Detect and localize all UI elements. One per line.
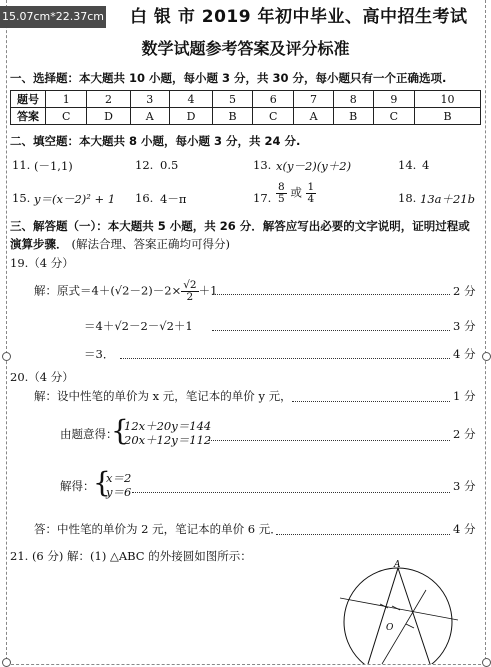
equation: y＝6: [106, 485, 132, 499]
table-cell: 5: [213, 91, 253, 108]
table-cell: 4: [169, 91, 212, 108]
fill-answer-fraction: [276, 182, 316, 205]
q20-label: 20.（4 分）: [10, 370, 74, 384]
exam-title: 白 银 市 2019 年初中毕业、高中招生考试: [130, 7, 468, 27]
section3-title: 三、解答题（一）：本大题共 5 小题，共 26 分．解答应写出必要的文字说明，证明过程或: [10, 219, 470, 233]
table-cell: 6: [253, 91, 294, 108]
table-cell: 1: [46, 91, 87, 108]
section3-title-cont: [10, 236, 230, 252]
or-text: 或: [290, 185, 302, 200]
q19-line3: ＝3．: [84, 347, 115, 361]
score-label: 3 分: [453, 319, 476, 333]
size-badge: 15.07cm*22.37cm: [0, 6, 106, 28]
fill-answer: 13a＋21b: [420, 192, 475, 206]
triangle-side: [368, 568, 398, 664]
item-number: 16.: [135, 191, 154, 205]
leader-dots: [292, 401, 450, 402]
item-number: 13.: [253, 158, 272, 172]
score-label: 4 分: [453, 522, 476, 536]
leader-dots: [120, 358, 450, 359]
fill-answer: 4－π: [160, 192, 187, 206]
table-cell: 3: [130, 91, 169, 108]
leader-dots: [132, 492, 450, 493]
q19-label: 19.（4 分）: [10, 256, 74, 270]
center-label-o: O: [386, 623, 394, 633]
resize-handle-right[interactable]: [482, 352, 491, 361]
item-number: 17.: [253, 191, 272, 205]
table-cell: A: [130, 108, 169, 125]
vertex-label-a: A: [394, 560, 401, 570]
fill-answer: y＝(x－2)² + 1: [34, 192, 116, 206]
brace: {: [93, 466, 111, 499]
table-cell: B: [333, 108, 373, 125]
page-title: 数学试题参考答案及评分标准: [141, 39, 350, 58]
resize-handle-left[interactable]: [2, 352, 11, 361]
table-cell: 8: [333, 91, 373, 108]
score-label: 2 分: [453, 284, 476, 298]
table-cell: C: [46, 108, 87, 125]
row-label-number: 题号: [11, 91, 46, 108]
q19-line1: [34, 280, 217, 303]
fraction: $\frac{1}{4}$: [307, 181, 315, 205]
score-label: 2 分: [453, 427, 476, 441]
fraction: $\frac{8}{5}$: [278, 181, 285, 205]
table-cell: D: [87, 108, 130, 125]
fill-answer: 0.5: [160, 158, 179, 172]
item-number: 12.: [135, 158, 154, 172]
table-cell: 9: [373, 91, 414, 108]
arc-mark: [406, 624, 414, 628]
item-number: 11.: [12, 158, 31, 172]
section3-note: (解法合理、答案正确均可得分): [71, 237, 230, 251]
brace: {: [111, 414, 129, 447]
perpendicular-bisector: [340, 598, 458, 620]
leader-dots: [212, 330, 450, 331]
table-row: [11, 91, 481, 108]
q19-line1-tail: ＋1: [198, 283, 218, 298]
equation-system: [106, 471, 131, 499]
circumcircle-figure: [330, 560, 480, 664]
table-row: [11, 108, 481, 125]
leader-dots: [208, 440, 450, 441]
q19-line1-text: 解：原式＝4＋(√2－2)－2×: [34, 283, 182, 298]
table-cell: B: [213, 108, 253, 125]
resize-handle-bottom-left[interactable]: [2, 658, 11, 667]
equation: 12x＋20y＝144: [124, 419, 212, 433]
fraction: $\frac{√2}{2}$: [183, 279, 197, 303]
q19-line2: ＝4＋√2－2－√2＋1: [84, 319, 193, 333]
table-cell: 7: [294, 91, 333, 108]
q21-label: 21. (6 分) 解：(1) △ABC 的外接圆如图所示：: [10, 549, 252, 563]
fill-answer: (－1,1): [34, 159, 73, 173]
equation: 20x＋12y＝112: [124, 433, 212, 447]
score-label: 1 分: [453, 389, 476, 403]
q20-conclusion: 答：中性笔的单价为 2 元，笔记本的单价 6 元．: [34, 522, 282, 536]
q20-given-label: 由题意得：: [60, 427, 118, 441]
q20-solve-label: 解得：: [60, 479, 95, 493]
table-cell: C: [253, 108, 294, 125]
table-cell: D: [169, 108, 212, 125]
q20-line1: 解：设中性笔的单价为 x 元，笔记本的单价 y 元，: [34, 389, 292, 403]
table-cell: B: [415, 108, 481, 125]
fill-answer: x(y－2)(y＋2): [276, 159, 352, 173]
resize-handle-bottom-right[interactable]: [482, 658, 491, 667]
table-cell: 10: [415, 91, 481, 108]
answer-table: [10, 90, 481, 125]
fill-answer: 4: [422, 158, 430, 172]
table-cell: A: [294, 108, 333, 125]
item-number: 15.: [12, 191, 31, 205]
item-number: 14.: [398, 158, 417, 172]
section1-title: 一、选择题：本大题共 10 小题，每小题 3 分，共 30 分，每小题只有一个正确选项.: [10, 71, 447, 85]
section3-title2: 演算步骤．: [10, 237, 68, 251]
item-number: 18.: [398, 191, 417, 205]
equation: x＝2: [106, 471, 132, 485]
score-label: 4 分: [453, 347, 476, 361]
leader-dots: [212, 294, 450, 295]
section2-title: 二、填空题：本大题共 8 小题，每小题 3 分，共 24 分.: [10, 134, 301, 148]
score-label: 3 分: [453, 479, 476, 493]
equation-system: [124, 419, 211, 447]
triangle-side: [398, 568, 430, 664]
table-cell: C: [373, 108, 414, 125]
row-label-answer: 答案: [11, 108, 46, 125]
table-cell: 2: [87, 91, 130, 108]
leader-dots: [276, 534, 450, 535]
